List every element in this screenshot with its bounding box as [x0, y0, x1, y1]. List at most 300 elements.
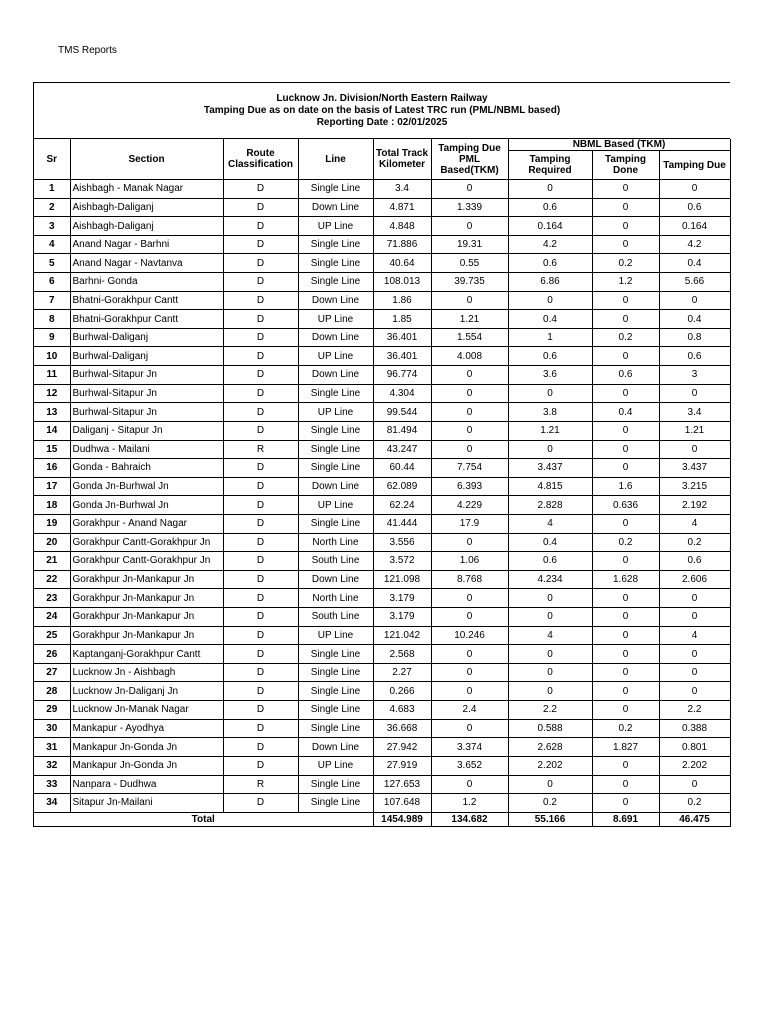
cell-route: D [223, 273, 298, 292]
totals-tamping-done: 8.691 [592, 812, 659, 826]
cell-tamping-required: 0 [508, 682, 592, 701]
cell-tamping-required: 3.437 [508, 459, 592, 478]
cell-tamping-pml: 1.2 [431, 794, 508, 813]
cell-tamping-pml: 0 [431, 366, 508, 385]
cell-tamping-pml: 6.393 [431, 477, 508, 496]
cell-tamping-done: 0.2 [592, 254, 659, 273]
cell-tamping-required: 0 [508, 180, 592, 199]
cell-total-track-km: 107.648 [373, 794, 431, 813]
cell-tamping-required: 0.588 [508, 719, 592, 738]
cell-tamping-pml: 0.55 [431, 254, 508, 273]
table-row [34, 682, 730, 701]
cell-sr: 11 [34, 366, 70, 385]
table-row [34, 775, 730, 794]
col-header-tamping-required: Tamping Required [508, 151, 592, 180]
cell-total-track-km: 27.942 [373, 738, 431, 757]
cell-tamping-done: 0 [592, 775, 659, 794]
cell-tamping-done: 0.4 [592, 403, 659, 422]
cell-route: R [223, 775, 298, 794]
cell-section: Lucknow Jn - Aishbagh [70, 663, 223, 682]
cell-section: Aishbagh - Manak Nagar [70, 180, 223, 199]
cell-tamping-due: 0 [659, 440, 730, 459]
report-subtitle: Tamping Due as on date on the basis of Latest TRC run (PML/NBML based) [203, 104, 561, 116]
totals-row [34, 812, 730, 826]
cell-tamping-pml: 0 [431, 533, 508, 552]
cell-tamping-required: 0 [508, 291, 592, 310]
cell-section: Anand Nagar - Barhni [70, 235, 223, 254]
cell-route: D [223, 533, 298, 552]
cell-line: Single Line [298, 719, 373, 738]
cell-tamping-done: 0 [592, 514, 659, 533]
cell-total-track-km: 1.85 [373, 310, 431, 329]
cell-sr: 5 [34, 254, 70, 273]
cell-sr: 17 [34, 477, 70, 496]
cell-tamping-pml: 0 [431, 719, 508, 738]
cell-tamping-pml: 0 [431, 645, 508, 664]
cell-tamping-due: 2.192 [659, 496, 730, 515]
col-header-sr: Sr [34, 139, 70, 180]
cell-section: Gorakhpur Jn-Mankapur Jn [70, 608, 223, 627]
totals-label: Total [34, 812, 373, 826]
cell-tamping-required: 4 [508, 514, 592, 533]
cell-section: Lucknow Jn-Daliganj Jn [70, 682, 223, 701]
cell-tamping-done: 0.2 [592, 328, 659, 347]
cell-route: D [223, 663, 298, 682]
cell-tamping-due: 0.164 [659, 217, 730, 236]
cell-sr: 6 [34, 273, 70, 292]
cell-route: D [223, 514, 298, 533]
cell-tamping-due: 3.4 [659, 403, 730, 422]
cell-tamping-due: 0 [659, 608, 730, 627]
cell-section: Mankapur Jn-Gonda Jn [70, 738, 223, 757]
table-row [34, 459, 730, 478]
cell-route: D [223, 701, 298, 720]
totals-tamping-required: 55.166 [508, 812, 592, 826]
cell-tamping-required: 0.6 [508, 254, 592, 273]
cell-tamping-required: 4.2 [508, 235, 592, 254]
cell-section: Gonda Jn-Burhwal Jn [70, 496, 223, 515]
cell-sr: 7 [34, 291, 70, 310]
table-row [34, 477, 730, 496]
cell-section: Gonda Jn-Burhwal Jn [70, 477, 223, 496]
cell-sr: 12 [34, 384, 70, 403]
cell-tamping-pml: 1.06 [431, 552, 508, 571]
table-row [34, 384, 730, 403]
table-row [34, 533, 730, 552]
cell-tamping-pml: 4.229 [431, 496, 508, 515]
cell-line: Down Line [298, 366, 373, 385]
cell-tamping-done: 0.636 [592, 496, 659, 515]
cell-section: Gorakhpur - Anand Nagar [70, 514, 223, 533]
col-header-line: Line [298, 139, 373, 180]
cell-section: Gonda - Bahraich [70, 459, 223, 478]
cell-tamping-pml: 3.652 [431, 756, 508, 775]
cell-sr: 23 [34, 589, 70, 608]
cell-line: Single Line [298, 459, 373, 478]
cell-line: Single Line [298, 273, 373, 292]
cell-sr: 2 [34, 198, 70, 217]
cell-total-track-km: 96.774 [373, 366, 431, 385]
col-header-total-track: Total Track Kilometer [373, 139, 431, 180]
cell-section: Anand Nagar - Navtanva [70, 254, 223, 273]
totals-tamping-due: 46.475 [659, 812, 730, 826]
cell-total-track-km: 36.401 [373, 347, 431, 366]
cell-tamping-due: 0 [659, 682, 730, 701]
cell-tamping-done: 0 [592, 198, 659, 217]
cell-tamping-pml: 0 [431, 682, 508, 701]
table-row [34, 514, 730, 533]
cell-tamping-pml: 0 [431, 421, 508, 440]
cell-tamping-due: 3.437 [659, 459, 730, 478]
cell-total-track-km: 127.653 [373, 775, 431, 794]
cell-route: D [223, 235, 298, 254]
cell-section: Lucknow Jn-Manak Nagar [70, 701, 223, 720]
cell-sr: 22 [34, 570, 70, 589]
cell-route: D [223, 366, 298, 385]
cell-total-track-km: 121.098 [373, 570, 431, 589]
cell-tamping-due: 0 [659, 384, 730, 403]
cell-tamping-pml: 19.31 [431, 235, 508, 254]
cell-total-track-km: 36.668 [373, 719, 431, 738]
cell-line: South Line [298, 552, 373, 571]
table-row [34, 273, 730, 292]
cell-tamping-pml: 0 [431, 775, 508, 794]
cell-total-track-km: 1.86 [373, 291, 431, 310]
cell-sr: 21 [34, 552, 70, 571]
cell-tamping-due: 0 [659, 645, 730, 664]
cell-tamping-required: 3.8 [508, 403, 592, 422]
cell-tamping-done: 0 [592, 384, 659, 403]
cell-line: UP Line [298, 626, 373, 645]
table-row [34, 347, 730, 366]
cell-sr: 16 [34, 459, 70, 478]
cell-line: Down Line [298, 328, 373, 347]
cell-tamping-done: 1.2 [592, 273, 659, 292]
cell-tamping-due: 0 [659, 589, 730, 608]
cell-sr: 8 [34, 310, 70, 329]
cell-section: Daliganj - Sitapur Jn [70, 421, 223, 440]
cell-tamping-done: 1.6 [592, 477, 659, 496]
cell-route: D [223, 645, 298, 664]
table-row [34, 719, 730, 738]
cell-route: D [223, 217, 298, 236]
cell-sr: 13 [34, 403, 70, 422]
cell-tamping-done: 0 [592, 589, 659, 608]
cell-tamping-required: 6.86 [508, 273, 592, 292]
cell-tamping-pml: 0 [431, 403, 508, 422]
cell-tamping-done: 0 [592, 645, 659, 664]
cell-tamping-pml: 1.339 [431, 198, 508, 217]
cell-tamping-pml: 2.4 [431, 701, 508, 720]
cell-total-track-km: 108.013 [373, 273, 431, 292]
cell-total-track-km: 81.494 [373, 421, 431, 440]
cell-line: UP Line [298, 217, 373, 236]
table-row [34, 291, 730, 310]
cell-total-track-km: 4.304 [373, 384, 431, 403]
cell-tamping-required: 0 [508, 589, 592, 608]
cell-total-track-km: 71.886 [373, 235, 431, 254]
cell-sr: 34 [34, 794, 70, 813]
cell-route: D [223, 328, 298, 347]
table-body [34, 180, 730, 813]
cell-tamping-pml: 0 [431, 384, 508, 403]
cell-sr: 14 [34, 421, 70, 440]
cell-route: D [223, 198, 298, 217]
cell-tamping-due: 0.801 [659, 738, 730, 757]
table-row [34, 570, 730, 589]
table-row [34, 180, 730, 199]
cell-sr: 25 [34, 626, 70, 645]
cell-tamping-required: 0 [508, 384, 592, 403]
cell-line: Single Line [298, 180, 373, 199]
cell-tamping-due: 0.4 [659, 254, 730, 273]
cell-tamping-due: 0.6 [659, 347, 730, 366]
table-row [34, 756, 730, 775]
cell-route: D [223, 570, 298, 589]
cell-tamping-due: 4 [659, 626, 730, 645]
cell-sr: 15 [34, 440, 70, 459]
cell-tamping-required: 1.21 [508, 421, 592, 440]
cell-tamping-due: 2.606 [659, 570, 730, 589]
cell-line: Single Line [298, 254, 373, 273]
cell-total-track-km: 3.179 [373, 589, 431, 608]
cell-tamping-done: 0 [592, 794, 659, 813]
cell-tamping-required: 0.164 [508, 217, 592, 236]
cell-tamping-done: 0 [592, 217, 659, 236]
cell-section: Burhwal-Daliganj [70, 347, 223, 366]
cell-tamping-pml: 1.21 [431, 310, 508, 329]
cell-route: D [223, 496, 298, 515]
cell-tamping-required: 3.6 [508, 366, 592, 385]
cell-tamping-due: 0.8 [659, 328, 730, 347]
cell-section: Aishbagh-Daliganj [70, 217, 223, 236]
cell-route: D [223, 254, 298, 273]
cell-tamping-required: 0.6 [508, 198, 592, 217]
table-row [34, 738, 730, 757]
cell-tamping-done: 0 [592, 682, 659, 701]
table-row [34, 552, 730, 571]
cell-total-track-km: 4.848 [373, 217, 431, 236]
cell-total-track-km: 62.24 [373, 496, 431, 515]
table-row [34, 626, 730, 645]
cell-tamping-required: 0.4 [508, 533, 592, 552]
cell-sr: 19 [34, 514, 70, 533]
cell-sr: 31 [34, 738, 70, 757]
cell-tamping-due: 0.2 [659, 794, 730, 813]
cell-tamping-due: 0 [659, 663, 730, 682]
cell-tamping-pml: 8.768 [431, 570, 508, 589]
cell-line: Single Line [298, 775, 373, 794]
cell-tamping-required: 0 [508, 440, 592, 459]
cell-tamping-due: 0.6 [659, 552, 730, 571]
tamping-table [34, 139, 731, 827]
table-row [34, 794, 730, 813]
cell-line: Single Line [298, 794, 373, 813]
cell-tamping-done: 0 [592, 608, 659, 627]
cell-total-track-km: 99.544 [373, 403, 431, 422]
cell-tamping-required: 1 [508, 328, 592, 347]
cell-tamping-due: 0.388 [659, 719, 730, 738]
cell-sr: 3 [34, 217, 70, 236]
cell-tamping-done: 0 [592, 421, 659, 440]
cell-tamping-done: 0 [592, 291, 659, 310]
table-row [34, 198, 730, 217]
cell-line: Single Line [298, 440, 373, 459]
cell-line: Down Line [298, 570, 373, 589]
report-frame [33, 82, 730, 827]
cell-section: Gorakhpur Jn-Mankapur Jn [70, 626, 223, 645]
cell-sr: 30 [34, 719, 70, 738]
cell-tamping-due: 0 [659, 291, 730, 310]
cell-tamping-due: 0.4 [659, 310, 730, 329]
cell-tamping-pml: 0 [431, 608, 508, 627]
totals-track-km: 1454.989 [373, 812, 431, 826]
cell-tamping-pml: 10.246 [431, 626, 508, 645]
cell-line: UP Line [298, 756, 373, 775]
cell-tamping-done: 0 [592, 701, 659, 720]
cell-line: Down Line [298, 477, 373, 496]
table-row [34, 403, 730, 422]
table-row [34, 235, 730, 254]
table-row [34, 328, 730, 347]
cell-tamping-pml: 0 [431, 589, 508, 608]
cell-tamping-pml: 0 [431, 180, 508, 199]
cell-total-track-km: 3.556 [373, 533, 431, 552]
cell-total-track-km: 41.444 [373, 514, 431, 533]
cell-line: UP Line [298, 347, 373, 366]
cell-line: Single Line [298, 421, 373, 440]
cell-sr: 26 [34, 645, 70, 664]
cell-route: D [223, 682, 298, 701]
cell-sr: 1 [34, 180, 70, 199]
cell-section: Bhatni-Gorakhpur Cantt [70, 291, 223, 310]
cell-tamping-done: 0 [592, 180, 659, 199]
cell-line: UP Line [298, 310, 373, 329]
cell-sr: 20 [34, 533, 70, 552]
cell-tamping-required: 0.2 [508, 794, 592, 813]
cell-section: Burhwal-Sitapur Jn [70, 384, 223, 403]
cell-route: D [223, 459, 298, 478]
cell-section: Burhwal-Daliganj [70, 328, 223, 347]
cell-section: Burhwal-Sitapur Jn [70, 403, 223, 422]
cell-total-track-km: 43.247 [373, 440, 431, 459]
cell-route: D [223, 421, 298, 440]
cell-section: Gorakhpur Jn-Mankapur Jn [70, 570, 223, 589]
cell-route: R [223, 440, 298, 459]
cell-tamping-done: 0.6 [592, 366, 659, 385]
cell-line: Single Line [298, 235, 373, 254]
table-row [34, 496, 730, 515]
cell-line: Down Line [298, 198, 373, 217]
cell-section: Aishbagh-Daliganj [70, 198, 223, 217]
cell-section: Gorakhpur Cantt-Gorakhpur Jn [70, 533, 223, 552]
cell-tamping-pml: 7.754 [431, 459, 508, 478]
table-row [34, 421, 730, 440]
cell-sr: 9 [34, 328, 70, 347]
cell-tamping-due: 3.215 [659, 477, 730, 496]
cell-total-track-km: 2.27 [373, 663, 431, 682]
cell-line: North Line [298, 589, 373, 608]
cell-section: Gorakhpur Jn-Mankapur Jn [70, 589, 223, 608]
table-row [34, 254, 730, 273]
cell-tamping-due: 0 [659, 775, 730, 794]
cell-tamping-pml: 0 [431, 291, 508, 310]
cell-tamping-required: 0 [508, 663, 592, 682]
cell-tamping-required: 2.828 [508, 496, 592, 515]
cell-sr: 27 [34, 663, 70, 682]
cell-tamping-due: 0.2 [659, 533, 730, 552]
cell-tamping-required: 4.234 [508, 570, 592, 589]
cell-section: Bhatni-Gorakhpur Cantt [70, 310, 223, 329]
cell-tamping-required: 2.2 [508, 701, 592, 720]
cell-line: UP Line [298, 496, 373, 515]
cell-total-track-km: 2.568 [373, 645, 431, 664]
cell-tamping-done: 1.628 [592, 570, 659, 589]
cell-route: D [223, 552, 298, 571]
cell-route: D [223, 310, 298, 329]
col-header-tamping-done: Tamping Done [592, 151, 659, 180]
cell-tamping-required: 0 [508, 608, 592, 627]
cell-tamping-pml: 1.554 [431, 328, 508, 347]
table-row [34, 440, 730, 459]
cell-route: D [223, 403, 298, 422]
col-header-nbml-group: NBML Based (TKM) [508, 139, 730, 151]
cell-line: UP Line [298, 403, 373, 422]
cell-sr: 33 [34, 775, 70, 794]
cell-route: D [223, 291, 298, 310]
report-header [34, 83, 730, 139]
reporting-date: Reporting Date : 02/01/2025 [316, 116, 448, 128]
cell-sr: 10 [34, 347, 70, 366]
report-title: Lucknow Jn. Division/North Eastern Railway [276, 92, 488, 104]
cell-total-track-km: 3.179 [373, 608, 431, 627]
col-header-section: Section [70, 139, 223, 180]
cell-tamping-required: 0.6 [508, 347, 592, 366]
table-row [34, 663, 730, 682]
cell-tamping-required: 2.202 [508, 756, 592, 775]
cell-tamping-required: 2.628 [508, 738, 592, 757]
cell-route: D [223, 384, 298, 403]
cell-tamping-pml: 4.008 [431, 347, 508, 366]
cell-total-track-km: 0.266 [373, 682, 431, 701]
cell-total-track-km: 40.64 [373, 254, 431, 273]
cell-line: Single Line [298, 384, 373, 403]
cell-tamping-required: 4.815 [508, 477, 592, 496]
cell-tamping-due: 3 [659, 366, 730, 385]
cell-route: D [223, 738, 298, 757]
cell-line: Single Line [298, 682, 373, 701]
cell-tamping-required: 4 [508, 626, 592, 645]
cell-line: North Line [298, 533, 373, 552]
cell-tamping-done: 0 [592, 663, 659, 682]
cell-section: Kaptanganj-Gorakhpur Cantt [70, 645, 223, 664]
cell-line: Single Line [298, 663, 373, 682]
cell-tamping-due: 1.21 [659, 421, 730, 440]
cell-tamping-required: 0.4 [508, 310, 592, 329]
cell-total-track-km: 62.089 [373, 477, 431, 496]
table-row [34, 608, 730, 627]
table-row [34, 645, 730, 664]
cell-tamping-done: 1.827 [592, 738, 659, 757]
cell-tamping-pml: 39.735 [431, 273, 508, 292]
cell-tamping-pml: 0 [431, 663, 508, 682]
totals-tamping-pml: 134.682 [431, 812, 508, 826]
cell-sr: 29 [34, 701, 70, 720]
cell-total-track-km: 60.44 [373, 459, 431, 478]
cell-line: Single Line [298, 645, 373, 664]
cell-tamping-done: 0 [592, 347, 659, 366]
cell-total-track-km: 36.401 [373, 328, 431, 347]
